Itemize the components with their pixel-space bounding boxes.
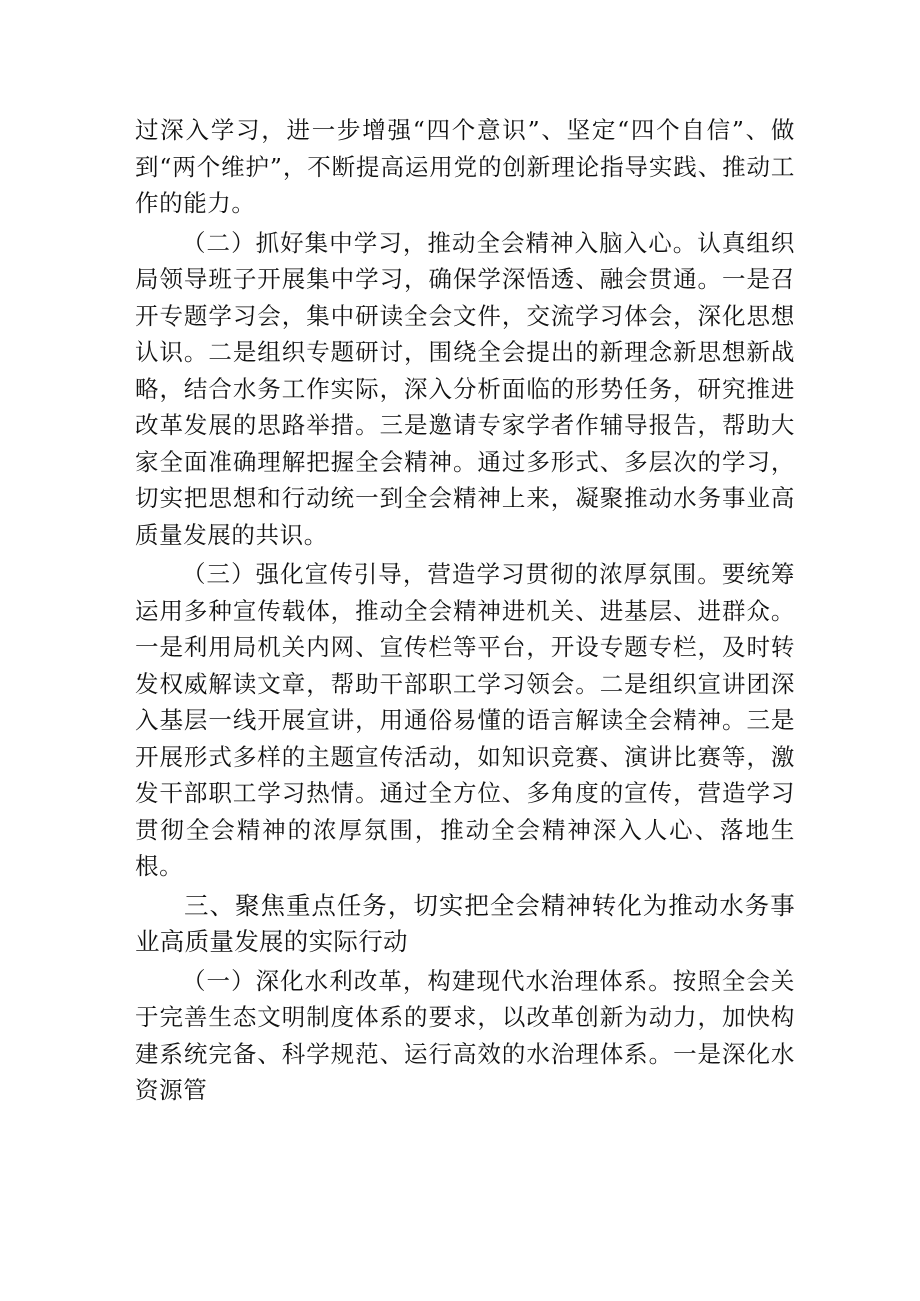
paragraph-section-2-3: （三）强化宣传引导，营造学习贯彻的浓厚氛围。要统筹运用多种宣传载体，推动全会精神进机关、进基层、进群众。一是利用局机关内网、宣传栏等平台，开设专题专栏，及时转发权威解读文章，帮助干部职工学习领会。二是组织宣讲团深入基层一线开展宣讲，用通俗易懂的语言解读全会精神。三是开展形式多样的主题宣传活动，如知识竞赛、演讲比赛等，激发干部职工学习热情。通过全方位、多角度的宣传，营造学习贯彻全会精神的浓厚氛围，推动全会精神深入人心、落地生根。 <box>135 560 795 880</box>
paragraph-section-2-2: （二）抓好集中学习，推动全会精神入脑入心。认真组织局领导班子开展集中学习，确保学深悟透、融会贯通。一是召开专题学习会，集中研读全会文件，交流学习体会，深化思想认识。二是组织专题研讨，围绕全会提出的新理念新思想新战略，结合水务工作实际，深入分析面临的形势任务，研究推进改革发展的思路举措。三是邀请专家学者作辅导报告，帮助大家全面准确理解把握全会精神。通过多形式、多层次的学习，切实把思想和行动统一到全会精神上来，凝聚推动水务事业高质量发展的共识。 <box>135 228 795 549</box>
paragraph-continuation: 过深入学习，进一步增强“四个意识”、坚定“四个自信”、做到“两个维护”，不断提高运用党的创新理论指导实践、推动工作的能力。 <box>135 116 795 217</box>
document-body <box>135 112 795 1109</box>
paragraph-section-3-1: （一）深化水利改革，构建现代水治理体系。按照全会关于完善生态文明制度体系的要求，以改革创新为动力，加快构建系统完备、科学规范、运行高效的水治理体系。一是深化水资源管 <box>135 966 795 1104</box>
section-heading-3: 三、聚焦重点任务，切实把全会精神转化为推动水务事业高质量发展的实际行动 <box>135 890 795 956</box>
